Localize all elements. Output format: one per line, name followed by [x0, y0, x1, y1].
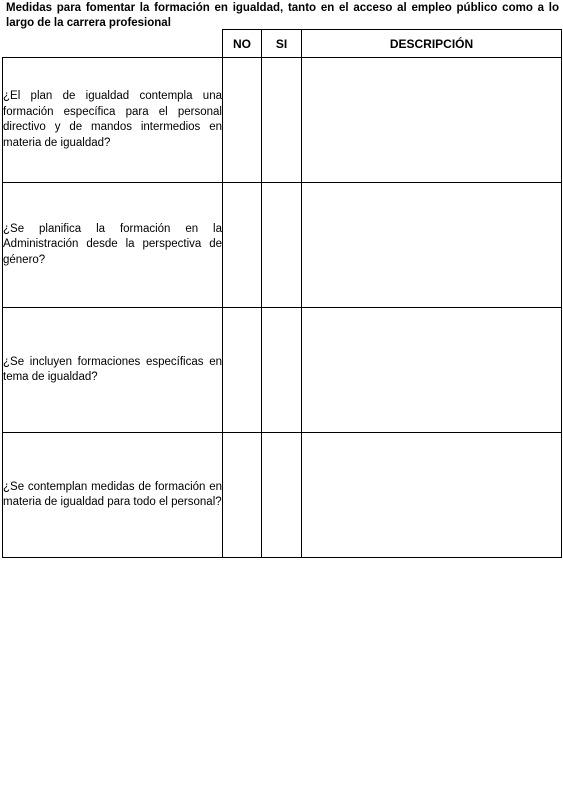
description-cell[interactable]: [302, 183, 562, 308]
question-cell: ¿Se incluyen formaciones específicas en tema de igualdad?: [3, 308, 223, 433]
question-cell: ¿Se contemplan medidas de formación en materia de igualdad para todo el personal?: [3, 433, 223, 558]
table-row: [3, 308, 562, 433]
answer-si-cell[interactable]: [262, 58, 302, 183]
answer-si-cell[interactable]: [262, 308, 302, 433]
description-cell[interactable]: [302, 433, 562, 558]
question-cell: ¿El plan de igualdad contempla una formación específica para el personal directivo y de mandos intermedios en materia de igualdad?: [3, 58, 223, 183]
column-header-si: SI: [262, 30, 302, 58]
header-row: [3, 30, 562, 58]
answer-no-cell[interactable]: [223, 433, 262, 558]
answer-si-cell[interactable]: [262, 183, 302, 308]
question-cell: ¿Se planifica la formación en la Administración desde la perspectiva de género?: [3, 183, 223, 308]
header-blank-cell: [3, 30, 223, 58]
description-cell[interactable]: [302, 58, 562, 183]
answer-no-cell[interactable]: [223, 58, 262, 183]
description-cell[interactable]: [302, 308, 562, 433]
answer-no-cell[interactable]: [223, 183, 262, 308]
answer-no-cell[interactable]: [223, 308, 262, 433]
page-title: Medidas para fomentar la formación en igualdad, tanto en el acceso al empleo público como a lo largo de la carrera profesional: [6, 2, 559, 29]
table-row: [3, 183, 562, 308]
answer-si-cell[interactable]: [262, 433, 302, 558]
table-row: [3, 433, 562, 558]
column-header-no: NO: [223, 30, 262, 58]
checklist-table: [2, 29, 562, 558]
table-row: [3, 58, 562, 183]
column-header-descripcion: DESCRIPCIÓN: [302, 30, 562, 58]
